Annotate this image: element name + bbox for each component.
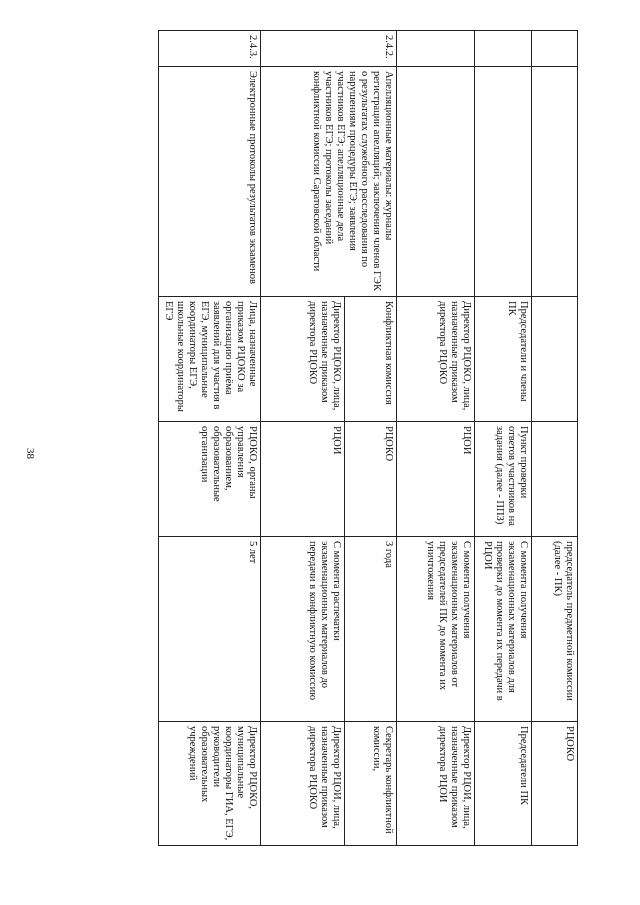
responsible-cell: Председатели и члены ПК [475,297,532,422]
material-cell [532,67,578,297]
term-cell: председатель предметной комиссии (далее - ПК) [532,537,578,722]
control-cell: Председатели ПК [475,722,532,846]
row-number-cell: 2.4.2. [261,31,397,67]
table-row [159,31,261,846]
place-cell: РЦОИ [397,422,475,537]
row-number-cell [475,31,532,67]
control-cell: РЦОКО [532,722,578,846]
term-cell: С момента распечатки экзаменационных материалов до передачи в конфликтную комиссию [261,537,345,722]
storage-table [159,30,579,846]
page-number: 38 [24,448,36,459]
place-cell: Пункт проверки ответов участников на задания (далее - ППЗ) [475,422,532,537]
table-row [345,31,397,846]
control-cell: Директор РЦОИ, лица, назначенные приказом директора РЦОИ [397,722,475,846]
table-row [532,31,578,846]
place-cell: РЦОКО [345,422,397,537]
term-cell: С момента получения экзаменационных материалов для проверки до момента их передачи в РЦОИ [475,537,532,722]
control-cell: Директор РЦОКО, муниципальные координаторы ГИА, ЕГЭ, руководители образовательных учреждений [159,722,261,846]
responsible-cell: Директор РЦОКО, лица, назначенные приказом директора РЦОКО [261,297,345,422]
place-cell [532,422,578,537]
responsible-cell: Лица, назначенные приказом РЦОКО за организацию приёма заявлений для участия в ЕГЭ, муниципальные координаторы ЕГЭ, школьные координаторы ЕГЭ [159,297,261,422]
material-cell: Апелляционные материалы: журналы регистрации апелляций; заключения членов ГЭК о результатах служебного расследования по нарушениям процедуры ЕГЭ; заявления участников ЕГЭ; апелляционные дела участников ЕГЭ; протоколы заседаний конфликтной комиссии Саратовской области [261,67,397,297]
rotated-page-content [162,30,578,845]
material-cell [475,67,532,297]
place-cell: РЦОИ [261,422,345,537]
responsible-cell [532,297,578,422]
row-number-cell [397,31,475,67]
term-cell: 5 лет [159,537,261,722]
control-cell: Директор РЦОИ, лица, назначенные приказом директора РЦОКО [261,722,345,846]
responsible-cell: Директор РЦОКО, лица, назначенные приказом директора РЦОКО [397,297,475,422]
term-cell: 3 года [345,537,397,722]
row-number-cell [532,31,578,67]
table-row [397,31,475,846]
row-number-cell: 2.4.3. [159,31,261,67]
material-cell [397,67,475,297]
material-cell: Электронные протоколы результатов экзаменов [159,67,261,297]
term-cell: С момента получения экзаменационных материалов от председателей ПК до момента их уничтожения [397,537,475,722]
place-cell: РЦОКО, органы управления образованием, образовательные организации [159,422,261,537]
control-cell: Секретарь конфликтной комиссии, [345,722,397,846]
table-row [475,31,532,846]
responsible-cell: Конфликтная комиссия [345,297,397,422]
